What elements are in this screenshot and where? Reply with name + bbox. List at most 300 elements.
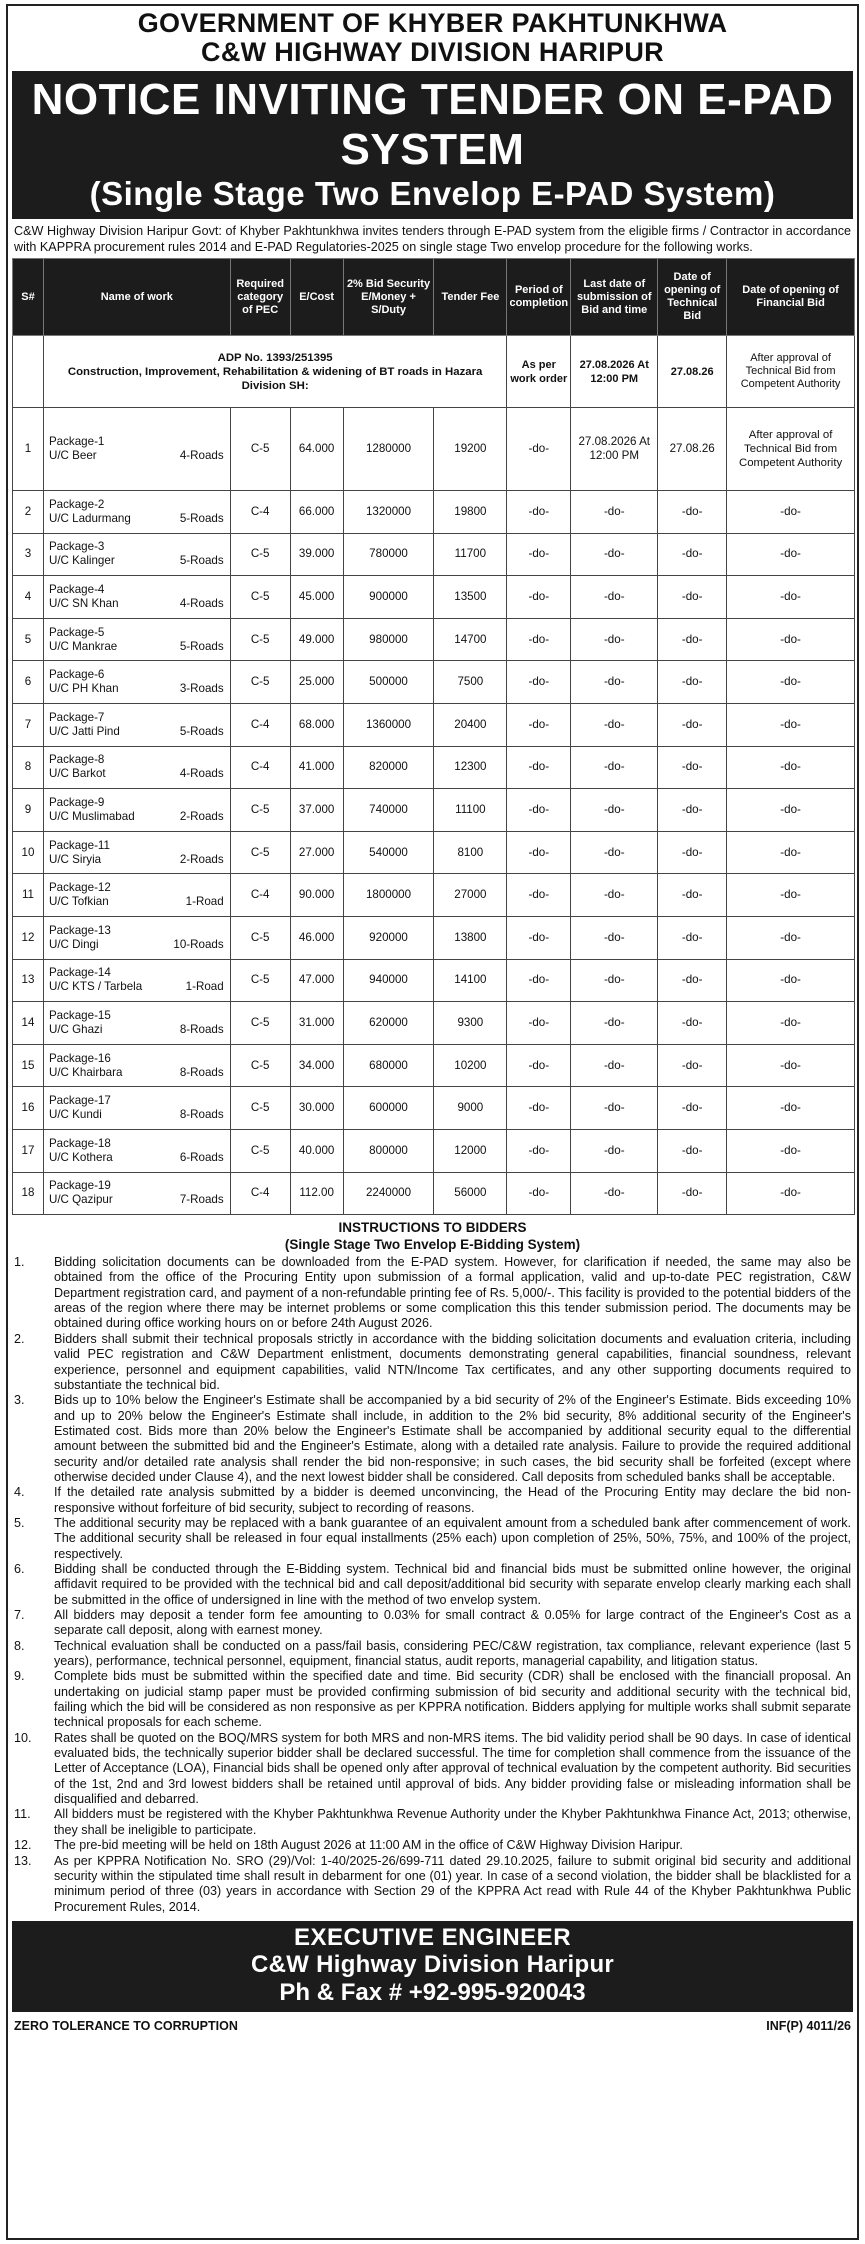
ecost-cell: 37.000 <box>290 789 343 832</box>
work-cell <box>43 831 230 874</box>
fee-cell: 12000 <box>434 1129 507 1172</box>
table-row <box>13 618 855 661</box>
union-council: U/C Ladurmang <box>48 511 131 525</box>
last-date-cell: -do- <box>571 1002 658 1045</box>
security-cell: 820000 <box>343 746 434 789</box>
union-council: U/C Kothera <box>48 1150 113 1164</box>
roads-count: 4-Roads <box>179 596 224 610</box>
table-row <box>13 1087 855 1130</box>
category-cell: C-5 <box>230 661 290 704</box>
instruction-item <box>14 1332 851 1393</box>
last-date-cell: -do- <box>571 703 658 746</box>
signatory-contact: Ph & Fax # +92-995-920043 <box>279 1978 586 2006</box>
union-council: U/C Siryia <box>48 852 102 866</box>
roads-count: 2-Roads <box>179 852 224 866</box>
instruction-number: 1. <box>14 1255 25 1270</box>
period-cell: -do- <box>507 1002 571 1045</box>
fee-cell: 14700 <box>434 618 507 661</box>
security-cell: 800000 <box>343 1129 434 1172</box>
security-cell: 600000 <box>343 1087 434 1130</box>
table-row <box>13 661 855 704</box>
ecost-cell: 30.000 <box>290 1087 343 1130</box>
notice-subtitle: (Single Stage Two Envelop E-PAD System) <box>89 175 776 212</box>
roads-count: 5-Roads <box>179 511 224 525</box>
category-cell: C-5 <box>230 1044 290 1087</box>
notice-title: NOTICE INVITING TENDER ON E-PAD SYSTEM <box>31 75 834 174</box>
roads-count: 5-Roads <box>179 639 224 653</box>
fin-open-cell: -do- <box>727 661 855 704</box>
work-cell <box>43 1087 230 1130</box>
fee-cell: 7500 <box>434 661 507 704</box>
ecost-cell: 66.000 <box>290 491 343 534</box>
union-council: U/C Khairbara <box>48 1065 123 1079</box>
instruction-text: All bidders must be registered with the Khyber Pakhtunkhwa Revenue Authority under the Khyber Pakhtunkhwa Finance Act, 2013; otherwise, they shall be ineligible to participate. <box>54 1807 851 1837</box>
table-row <box>13 831 855 874</box>
tech-open-cell: -do- <box>658 789 727 832</box>
category-cell: C-4 <box>230 874 290 917</box>
ecost-cell: 27.000 <box>290 831 343 874</box>
ecost-cell: 31.000 <box>290 1002 343 1045</box>
instruction-item <box>14 1854 851 1915</box>
category-cell: C-5 <box>230 789 290 832</box>
fin-open-cell: -do- <box>727 533 855 576</box>
slogan: ZERO TOLERANCE TO CORRUPTION <box>14 2018 238 2033</box>
instruction-item <box>14 1255 851 1332</box>
period-cell: -do- <box>507 1129 571 1172</box>
union-council: U/C Muslimabad <box>48 809 135 823</box>
roads-count: 4-Roads <box>179 449 224 462</box>
period-cell: -do- <box>507 1087 571 1130</box>
package-name: Package-17 <box>48 1094 111 1108</box>
adp-period: As per work order <box>507 336 571 408</box>
package-name: Package-5 <box>48 625 105 639</box>
security-cell: 1800000 <box>343 874 434 917</box>
roads-count: 8-Roads <box>179 1108 224 1122</box>
col-header: Date of opening of Technical Bid <box>658 259 727 336</box>
work-cell <box>43 1129 230 1172</box>
adp-tech-open: 27.08.26 <box>658 336 727 408</box>
union-council: U/C Tofkian <box>48 895 109 909</box>
tech-open-cell: -do- <box>658 618 727 661</box>
fin-open-cell: -do- <box>727 789 855 832</box>
instruction-text: Technical evaluation shall be conducted on a pass/fail basis, considering PEC/C&W registration, tax compliance, relevant experience (last 5 years), performance, technical personnel, equipment, financial status, audit reports, managerial capability, and litigation status. <box>54 1638 851 1669</box>
instruction-item <box>14 1393 851 1485</box>
serial-cell: 10 <box>13 831 44 874</box>
fee-cell: 27000 <box>434 874 507 917</box>
category-cell: C-4 <box>230 1172 290 1215</box>
ecost-cell: 68.000 <box>290 703 343 746</box>
col-header: Required category of PEC <box>230 259 290 336</box>
roads-count: 6-Roads <box>179 1150 224 1164</box>
fee-cell: 11100 <box>434 789 507 832</box>
table-row <box>13 703 855 746</box>
division-heading: C&W HIGHWAY DIVISION HARIPUR <box>201 37 664 67</box>
union-council: U/C Dingi <box>48 937 99 951</box>
table-row <box>13 576 855 619</box>
package-name: Package-18 <box>48 1136 111 1150</box>
security-cell: 620000 <box>343 1002 434 1045</box>
security-cell: 980000 <box>343 618 434 661</box>
tech-open-cell: -do- <box>658 661 727 704</box>
work-cell <box>43 408 230 491</box>
package-name: Package-14 <box>48 966 111 980</box>
ecost-cell: 45.000 <box>290 576 343 619</box>
category-cell: C-5 <box>230 1002 290 1045</box>
fee-cell: 12300 <box>434 746 507 789</box>
signatory-office: C&W Highway Division Haripur <box>250 1950 615 1978</box>
adp-description <box>43 336 506 408</box>
instruction-number: 6. <box>14 1561 25 1576</box>
period-cell: -do- <box>507 746 571 789</box>
col-header: Name of work <box>43 259 230 336</box>
serial-cell: 14 <box>13 1002 44 1045</box>
period-cell: -do- <box>507 1044 571 1087</box>
work-cell <box>43 1172 230 1215</box>
instruction-number: 11. <box>14 1807 31 1822</box>
table-row <box>13 916 855 959</box>
fin-open-cell: -do- <box>727 576 855 619</box>
adp-number: ADP No. 1393/251395 <box>217 351 333 364</box>
category-cell: C-5 <box>230 959 290 1002</box>
period-cell: -do- <box>507 408 571 491</box>
signature-block <box>12 1921 853 2012</box>
fee-cell: 9000 <box>434 1087 507 1130</box>
col-header: E/Cost <box>290 259 343 336</box>
category-cell: C-4 <box>230 491 290 534</box>
last-date-cell: -do- <box>571 1129 658 1172</box>
intro-paragraph: C&W Highway Division Haripur Govt: of Khyber Pakhtunkhwa invites tenders through E-PAD system from the eligible firms / Contractor in accordance with KAPPRA procurement rules 2014 and E-PAD Regulatories-2025 on single stage Two envelop procedure for the following works. <box>14 224 851 254</box>
tender-notice <box>6 4 859 2240</box>
period-cell: -do- <box>507 831 571 874</box>
table-row <box>13 533 855 576</box>
package-name: Package-9 <box>48 795 105 809</box>
package-name: Package-6 <box>48 668 105 682</box>
instruction-item <box>14 1608 851 1639</box>
security-cell: 920000 <box>343 916 434 959</box>
package-name: Package-15 <box>48 1008 111 1022</box>
tech-open-cell: -do- <box>658 916 727 959</box>
work-cell <box>43 618 230 661</box>
last-date-cell: -do- <box>571 1172 658 1215</box>
union-council: U/C Kundi <box>48 1108 102 1122</box>
last-date-cell: -do- <box>571 746 658 789</box>
instruction-text: Bidding solicitation documents can be downloaded from the E-PAD system. However, for clarification if needed, the same may also be obtained from the office of the Procuring Entity upon submission of a formal application, valid and up-to-date PEC registration, C&W Department registration card, and payment of a non-refundable printing fee of Rs. 5,000/-. This facility is provided to the potential bidders of the areas of the region where there may be internet problems or some complication this this tender submission period. The documents may be obtained during office working hours on or before 24th August 2026. <box>54 1255 851 1331</box>
fin-open-cell: -do- <box>727 491 855 534</box>
instruction-number: 3. <box>14 1393 25 1408</box>
fin-open-cell: After approval of Technical Bid from Competent Authority <box>727 408 855 491</box>
package-name: Package-19 <box>48 1179 111 1193</box>
work-cell <box>43 703 230 746</box>
serial-cell: 2 <box>13 491 44 534</box>
union-council: U/C Jatti Pind <box>48 724 120 738</box>
category-cell: C-5 <box>230 408 290 491</box>
work-cell <box>43 1044 230 1087</box>
serial-cell: 8 <box>13 746 44 789</box>
adp-last-date: 27.08.2026 At 12:00 PM <box>571 336 658 408</box>
work-cell <box>43 661 230 704</box>
tech-open-cell: -do- <box>658 491 727 534</box>
fee-cell: 8100 <box>434 831 507 874</box>
instruction-text: As per KPPRA Notification No. SRO (29)/Vol: 1-40/2025-26/699-711 dated 29.10.2025, failure to submit original bid security and additional security within the stipulated time shall result in debarment for one (01) year. In case of a second violation, the bidder shall be blacklisted for a minimum period of three (03) years in accordance with Section 29 of the KPPRA Act read with Rule 44 of the Khyber Pakhtunkhwa Public Procurement Rules, 2014. <box>54 1853 851 1914</box>
adp-fin-open: After approval of Technical Bid from Competent Authority <box>727 336 855 408</box>
fee-cell: 11700 <box>434 533 507 576</box>
last-date-cell: -do- <box>571 916 658 959</box>
instruction-text: Rates shall be quoted on the BOQ/MRS system for both MRS and non-MRS items. The bid validity period shall be 90 days. In case of identical evaluated bids, the technically superior bidder shall be declared successful. The time for completion shall commence from the issuance of the Letter of Acceptance (LOA), Financial bids shall be opened only after approval of technical evaluation by the competent authority. Bid securities of the 1st, 2nd and 3rd lowest bidders shall be retained until approval of bids. Any bidder providing false or misleading information shall be disqualified and debarred. <box>54 1730 851 1807</box>
last-date-cell: -do- <box>571 1044 658 1087</box>
instruction-item <box>14 1669 851 1730</box>
period-cell: -do- <box>507 533 571 576</box>
category-cell: C-5 <box>230 1129 290 1172</box>
serial-cell: 4 <box>13 576 44 619</box>
period-cell: -do- <box>507 576 571 619</box>
instruction-number: 5. <box>14 1515 25 1530</box>
period-cell: -do- <box>507 874 571 917</box>
bottom-strip <box>8 2012 857 2033</box>
roads-count: 1-Road <box>185 980 224 994</box>
instruction-item <box>14 1731 851 1808</box>
tech-open-cell: -do- <box>658 831 727 874</box>
fee-cell: 13500 <box>434 576 507 619</box>
fin-open-cell: -do- <box>727 874 855 917</box>
col-header: S# <box>13 259 44 336</box>
union-council: U/C Kalinger <box>48 554 115 568</box>
last-date-cell: -do- <box>571 874 658 917</box>
package-name: Package-11 <box>48 838 110 852</box>
roads-count: 5-Roads <box>179 554 224 568</box>
instruction-text: Bidding shall be conducted through the E-Bidding system. Technical bid and financial bids must be submitted online however, the original affidavit required to be provided with the technical bid and call deposit/additional bid security with separate envelop clearly marking each shall be submitted in the office of undersigned in line with the method of two envelop system. <box>54 1561 851 1607</box>
work-cell <box>43 746 230 789</box>
package-name: Package-16 <box>48 1051 111 1065</box>
instruction-item <box>14 1838 851 1853</box>
roads-count: 3-Roads <box>179 682 224 696</box>
work-cell <box>43 916 230 959</box>
instruction-text: The pre-bid meeting will be held on 18th August 2026 at 11:00 AM in the office of C&W Highway Division Haripur. <box>54 1838 683 1853</box>
ecost-cell: 25.000 <box>290 661 343 704</box>
category-cell: C-4 <box>230 746 290 789</box>
instruction-number: 4. <box>14 1485 25 1500</box>
union-council: U/C Ghazi <box>48 1022 103 1036</box>
security-cell: 1360000 <box>343 703 434 746</box>
instructions-heading <box>8 1219 857 1253</box>
serial-cell: 16 <box>13 1087 44 1130</box>
package-name: Package-13 <box>48 923 111 937</box>
instruction-number: 13. <box>14 1853 32 1868</box>
package-name: Package-7 <box>48 710 105 724</box>
package-name: Package-4 <box>48 582 105 596</box>
serial-cell: 1 <box>13 408 44 491</box>
security-cell: 1320000 <box>343 491 434 534</box>
category-cell: C-5 <box>230 576 290 619</box>
reference-number: INF(P) 4011/26 <box>766 2018 851 2033</box>
tech-open-cell: -do- <box>658 959 727 1002</box>
security-cell: 540000 <box>343 831 434 874</box>
last-date-cell: -do- <box>571 533 658 576</box>
roads-count: 5-Roads <box>179 724 224 738</box>
security-cell: 1280000 <box>343 408 434 491</box>
instruction-text: If the detailed rate analysis submitted by a bidder is deemed unconvincing, the Head of the Procuring Entity may declare the bid non-responsive without forfeiture of bid security, subject to recording of reasons. <box>54 1485 851 1515</box>
package-name: Package-12 <box>48 881 111 895</box>
fin-open-cell: -do- <box>727 916 855 959</box>
col-header: 2% Bid Security E/Money + S/Duty <box>343 259 434 336</box>
fee-cell: 56000 <box>434 1172 507 1215</box>
ecost-cell: 40.000 <box>290 1129 343 1172</box>
serial-cell: 5 <box>13 618 44 661</box>
package-name: Package-1 <box>48 435 105 448</box>
instructions-subtitle: (Single Stage Two Envelop E-Bidding System) <box>284 1237 581 1253</box>
ecost-cell: 39.000 <box>290 533 343 576</box>
col-header: Date of opening of Financial Bid <box>727 259 855 336</box>
security-cell: 2240000 <box>343 1172 434 1215</box>
table-header-row <box>13 259 855 336</box>
period-cell: -do- <box>507 618 571 661</box>
fin-open-cell: -do- <box>727 1129 855 1172</box>
instruction-number: 8. <box>14 1638 25 1653</box>
last-date-cell: -do- <box>571 831 658 874</box>
table-row <box>13 874 855 917</box>
fin-open-cell: -do- <box>727 703 855 746</box>
work-cell <box>43 1002 230 1045</box>
last-date-cell: 27.08.2026 At 12:00 PM <box>571 408 658 491</box>
period-cell: -do- <box>507 491 571 534</box>
table-row <box>13 746 855 789</box>
fee-cell: 10200 <box>434 1044 507 1087</box>
roads-count: 8-Roads <box>179 1065 224 1079</box>
union-council: U/C Barkot <box>48 767 106 781</box>
union-council: U/C PH Khan <box>48 682 119 696</box>
tech-open-cell: -do- <box>658 1002 727 1045</box>
fee-cell: 14100 <box>434 959 507 1002</box>
last-date-cell: -do- <box>571 618 658 661</box>
col-header: Period of completion <box>507 259 571 336</box>
serial-cell: 18 <box>13 1172 44 1215</box>
instruction-number: 10. <box>14 1730 32 1745</box>
government-heading: GOVERNMENT OF KHYBER PAKHTUNKHWA <box>137 8 728 38</box>
serial-cell: 3 <box>13 533 44 576</box>
fee-cell: 9300 <box>434 1002 507 1045</box>
tech-open-cell: -do- <box>658 1172 727 1215</box>
table-row <box>13 959 855 1002</box>
instruction-text: Complete bids must be submitted within the specified date and time. Bid security (CDR) shall be enclosed with the financiall proposal. An undertaking on judicial stamp paper must be provided confirming submission of bid security and additional security with the technical bid, failing which the bid will be considered as non responsive as per KPPRA notification. Bidders applying for multiple works shall submit separate technical proposals for each scheme. <box>54 1669 851 1730</box>
fee-cell: 13800 <box>434 916 507 959</box>
union-council: U/C Beer <box>48 449 97 462</box>
roads-count: 8-Roads <box>179 1022 224 1036</box>
package-name: Package-3 <box>48 540 105 554</box>
instructions-list <box>8 1253 857 1915</box>
ecost-cell: 49.000 <box>290 618 343 661</box>
instruction-item <box>14 1807 851 1838</box>
security-cell: 740000 <box>343 789 434 832</box>
roads-count: 7-Roads <box>179 1193 224 1207</box>
instruction-text: The additional security may be replaced with a bank guarantee of an equivalent amount from a scheduled bank after commencement of work. The additional security shall be released in four equal installments (25% each) upon completion of 25%, 50%, 75%, and 100% of the project, respectively. <box>54 1515 851 1561</box>
signatory-title: EXECUTIVE ENGINEER <box>293 1923 572 1951</box>
instructions-title: INSTRUCTIONS TO BIDDERS <box>338 1220 527 1236</box>
instruction-number: 7. <box>14 1608 25 1622</box>
serial-cell: 6 <box>13 661 44 704</box>
work-cell <box>43 789 230 832</box>
work-cell <box>43 533 230 576</box>
fin-open-cell: -do- <box>727 746 855 789</box>
serial-cell: 11 <box>13 874 44 917</box>
category-cell: C-5 <box>230 618 290 661</box>
work-cell <box>43 576 230 619</box>
instruction-number: 2. <box>14 1331 25 1346</box>
instruction-item <box>14 1516 851 1562</box>
table-row <box>13 1044 855 1087</box>
roads-count: 2-Roads <box>179 809 224 823</box>
work-cell <box>43 959 230 1002</box>
instruction-text: Bidders shall submit their technical proposals strictly in accordance with the bidding solicitation documents and evaluation criteria, including valid PEC registration and C&W Department enlistment, documents demonstrating general capabilities, financial soundness, relevant experience, personnel and equipment capabilities, valid NTN/Income Tax certificates, and any other supporting documents required to substantiate the technical bid. <box>54 1331 851 1392</box>
last-date-cell: -do- <box>571 789 658 832</box>
tech-open-cell: -do- <box>658 1129 727 1172</box>
fin-open-cell: -do- <box>727 1087 855 1130</box>
instruction-text: All bidders may deposit a tender form fee amounting to 0.03% for small contract & 0.05% for large contract of the Engineer's Cost as a separate call deposit, along with earnest money. <box>54 1608 851 1638</box>
instruction-item <box>14 1639 851 1670</box>
ecost-cell: 47.000 <box>290 959 343 1002</box>
instruction-number: 9. <box>14 1669 25 1684</box>
period-cell: -do- <box>507 916 571 959</box>
table-row <box>13 1172 855 1215</box>
fin-open-cell: -do- <box>727 1172 855 1215</box>
ecost-cell: 64.000 <box>290 408 343 491</box>
table-row <box>13 789 855 832</box>
serial-cell: 7 <box>13 703 44 746</box>
roads-count: 4-Roads <box>179 767 224 781</box>
serial-cell: 9 <box>13 789 44 832</box>
table-row <box>13 1002 855 1045</box>
fee-cell: 19800 <box>434 491 507 534</box>
last-date-cell: -do- <box>571 661 658 704</box>
fee-cell: 20400 <box>434 703 507 746</box>
tech-open-cell: -do- <box>658 874 727 917</box>
last-date-cell: -do- <box>571 1087 658 1130</box>
security-cell: 680000 <box>343 1044 434 1087</box>
adp-row <box>13 336 855 408</box>
security-cell: 780000 <box>343 533 434 576</box>
category-cell: C-5 <box>230 916 290 959</box>
category-cell: C-5 <box>230 831 290 874</box>
instruction-item <box>14 1562 851 1608</box>
roads-count: 10-Roads <box>173 937 224 951</box>
package-name: Package-8 <box>48 753 105 767</box>
adp-scheme: Construction, Improvement, Rehabilitation & widening of BT roads in Hazara Division SH: <box>67 365 483 392</box>
instruction-number: 12. <box>14 1838 32 1853</box>
security-cell: 900000 <box>343 576 434 619</box>
period-cell: -do- <box>507 661 571 704</box>
tech-open-cell: -do- <box>658 1044 727 1087</box>
union-council: U/C Qazipur <box>48 1193 113 1207</box>
instruction-item <box>14 1485 851 1516</box>
table-row <box>13 1129 855 1172</box>
last-date-cell: -do- <box>571 959 658 1002</box>
security-cell: 500000 <box>343 661 434 704</box>
ecost-cell: 34.000 <box>290 1044 343 1087</box>
notice-banner <box>12 71 853 219</box>
union-council: U/C KTS / Tarbela <box>48 980 143 994</box>
tech-open-cell: -do- <box>658 576 727 619</box>
category-cell: C-4 <box>230 703 290 746</box>
tender-table <box>12 258 855 1215</box>
period-cell: -do- <box>507 959 571 1002</box>
last-date-cell: -do- <box>571 491 658 534</box>
table-row <box>13 491 855 534</box>
serial-cell: 17 <box>13 1129 44 1172</box>
serial-cell: 12 <box>13 916 44 959</box>
work-cell <box>43 874 230 917</box>
tech-open-cell: 27.08.26 <box>658 408 727 491</box>
table-row <box>13 408 855 491</box>
period-cell: -do- <box>507 703 571 746</box>
fin-open-cell: -do- <box>727 1002 855 1045</box>
